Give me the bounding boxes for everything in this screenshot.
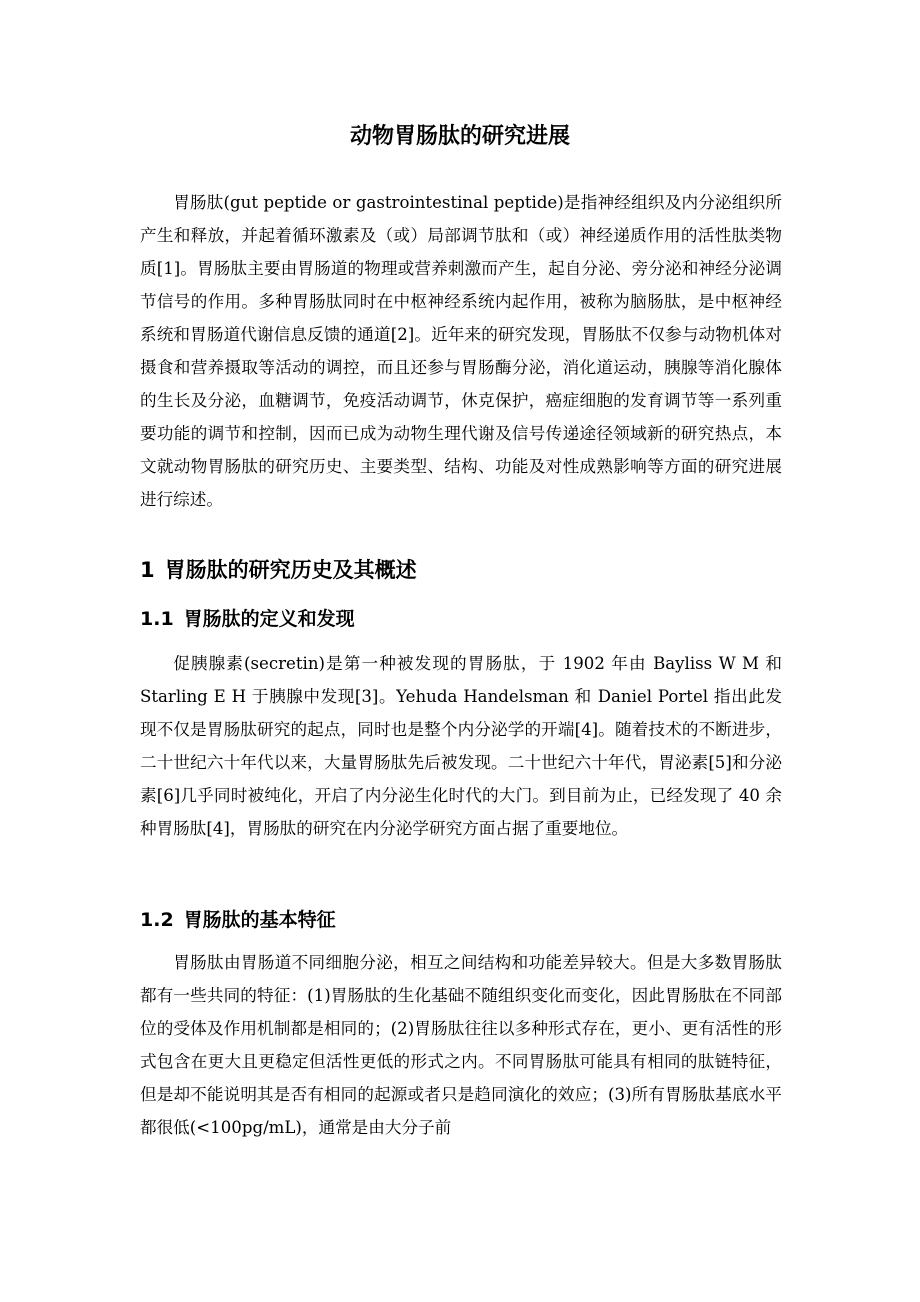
- section-1-1-title: 胃肠肽的定义和发现: [183, 608, 355, 630]
- intro-paragraph: 胃肠肽(gut peptide or gastrointestinal peptide)是指神经组织及内分泌组织所产生和释放，并起着循环激素及（或）局部调节肽和（或）神经递质作用的活性肽类物质[1]。胃肠肽主要由胃肠道的物理或营养刺激而产生，起自分泌、旁分泌和神经分泌调节信号的作用。多种胃肠肽同时在中枢神经系统内起作用，被称为脑肠肽，是中枢神经系统和胃肠道代谢信息反馈的通道[2]。近年来的研究发现，胃肠肽不仅参与动物机体对摄食和营养摄取等活动的调控，而且还参与胃肠酶分泌，消化道运动，胰腺等消化腺体的生长及分泌，血糖调节，免疫活动调节，休克保护，癌症细胞的发育调节等一系列重要功能的调节和控制，因而已成为动物生理代谢及信号传递途径领域新的研究热点，本文就动物胃肠肽的研究历史、主要类型、结构、功能及对性成熟影响等方面的研究进展进行综述。: [140, 193, 782, 509]
- section-1-number: 1: [140, 558, 155, 582]
- section-1-1-number: 1.1: [140, 608, 174, 630]
- section-1-2-title: 胃肠肽的基本特征: [183, 909, 336, 931]
- document-title: 动物胃肠肽的研究进展: [349, 124, 570, 149]
- section-1-title: 胃肠肽的研究历史及其概述: [164, 558, 417, 582]
- section-1-heading: [140, 555, 417, 585]
- section-1-2-paragraph: 胃肠肽由胃肠道不同细胞分泌，相互之间结构和功能差异较大。但是大多数胃肠肽都有一些共同的特征：(1)胃肠肽的生化基础不随组织变化而变化，因此胃肠肽在不同部位的受体及作用机制都是相同的；(2)胃肠肽往往以多种形式存在，更小、更有活性的形式包含在更大且更稳定但活性更低的形式之内。不同胃肠肽可能具有相同的肽链特征，但是却不能说明其是否有相同的起源或者只是趋同演化的效应；(3)所有胃肠肽基底水平都很低(<100pg/mL)，通常是由大分子前: [140, 953, 782, 1137]
- section-1-1-paragraph: 促胰腺素(secretin)是第一种被发现的胃肠肽，于 1902 年由 Bayliss W M 和 Starling E H 于胰腺中发现[3]。Yehuda Handelsman 和 Daniel Portel 指出此发现不仅是胃肠肽研究的起点，同时也是整个内分泌学的开端[4]。随着技术的不断进步，二十世纪六十年代以来，大量胃肠肽先后被发现。二十世纪六十年代，胃泌素[5]和分泌素[6]几乎同时被纯化，开启了内分泌生化时代的大门。到目前为止，已经发现了 40 余种胃肠肽[4]，胃肠肽的研究在内分泌学研究方面占据了重要地位。: [140, 654, 782, 838]
- section-1-2-number: 1.2: [140, 909, 174, 931]
- section-1-2-heading: [140, 906, 336, 934]
- section-1-1-heading: [140, 605, 355, 633]
